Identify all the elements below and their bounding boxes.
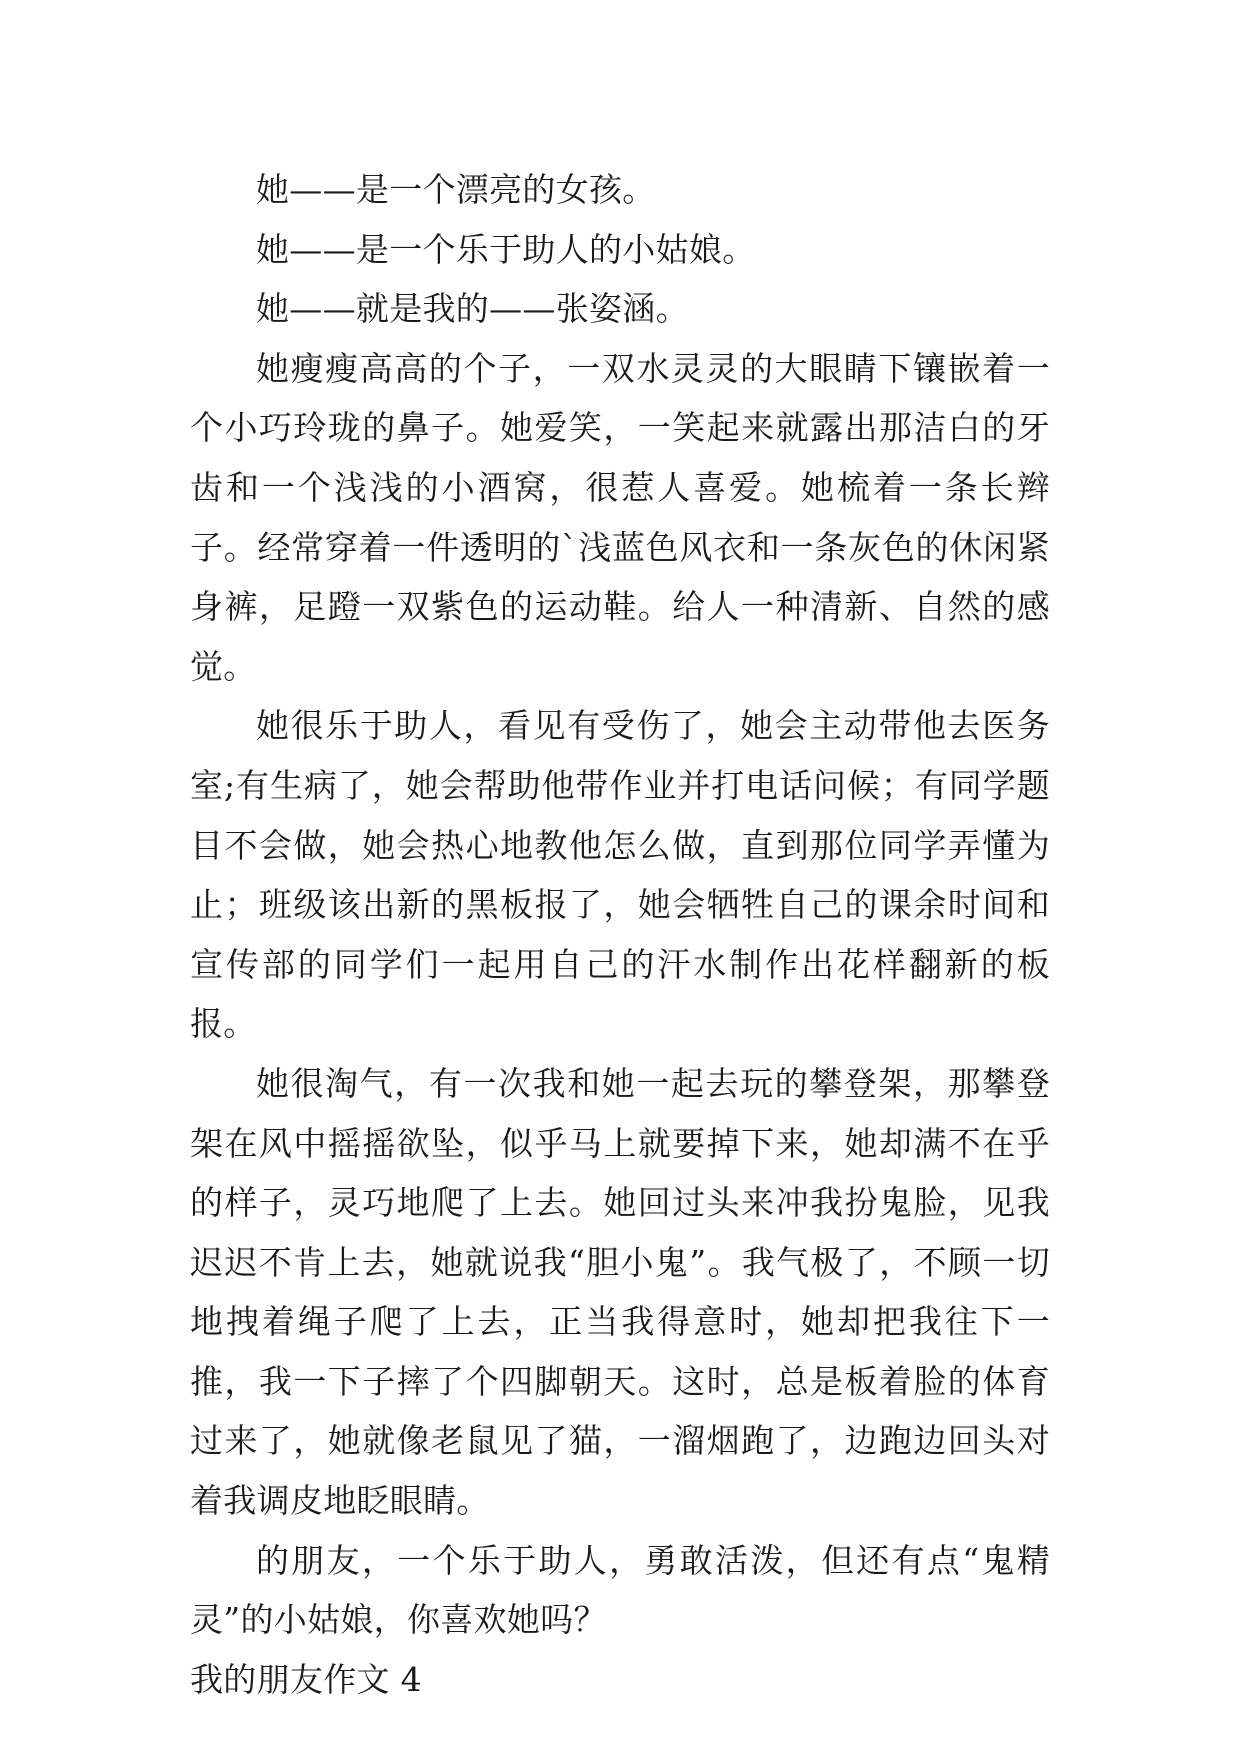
paragraph-naughty: 她很淘气，有一次我和她一起去玩的攀登架，那攀登架在风中摇摇欲坠，似乎马上就要掉下来，她却满不在乎的样子，灵巧地爬了上去。她回过头来冲我扮鬼脸，见我迟迟不肯上去，她就说我“胆小鬼”。我气极了，不顾一切地拽着绳子爬了上去，正当我得意时，她却把我往下一推，我一下子摔了个四脚朝天。这时，总是板着脸的体育过来了，她就像老鼠见了猫，一溜烟跑了，边跑边回头对着我调皮地眨眼睛。 — [190, 1063, 1050, 1521]
paragraph-intro-3: 她——就是我的——张姿涵。 — [256, 289, 689, 329]
paragraph-intro-2: 她——是一个乐于助人的小姑娘。 — [256, 229, 756, 269]
paragraph-conclusion: 的朋友，一个乐于助人，勇敢活泼，但还有点“鬼精灵”的小姑娘，你喜欢她吗？ — [190, 1540, 1050, 1640]
paragraph-helpful: 她很乐于助人，看见有受伤了，她会主动带他去医务室;有生病了，她会帮助他带作业并打电话问候；有同学题目不会做，她会热心地教他怎么做，直到那位同学弄懂为止；班级该出新的黑板报了，她会牺牲自己的课余时间和宣传部的同学们一起用自己的汗水制作出花样翻新的板报。 — [190, 706, 1050, 1044]
document-body — [190, 160, 1050, 1709]
paragraph-appearance: 她瘦瘦高高的个子，一双水灵灵的大眼睛下镶嵌着一个小巧玲珑的鼻子。她爱笑，一笑起来就露出那洁白的牙齿和一个浅浅的小酒窝，很惹人喜爱。她梳着一条长辫子。经常穿着一件透明的`浅蓝色风衣和一条灰色的休闲紧身裤，足蹬一双紫色的运动鞋。给人一种清新、自然的感觉。 — [190, 348, 1050, 686]
paragraph-intro-1: 她——是一个漂亮的女孩。 — [256, 170, 656, 209]
essay-heading: 我的朋友作文 4 — [190, 1659, 422, 1699]
